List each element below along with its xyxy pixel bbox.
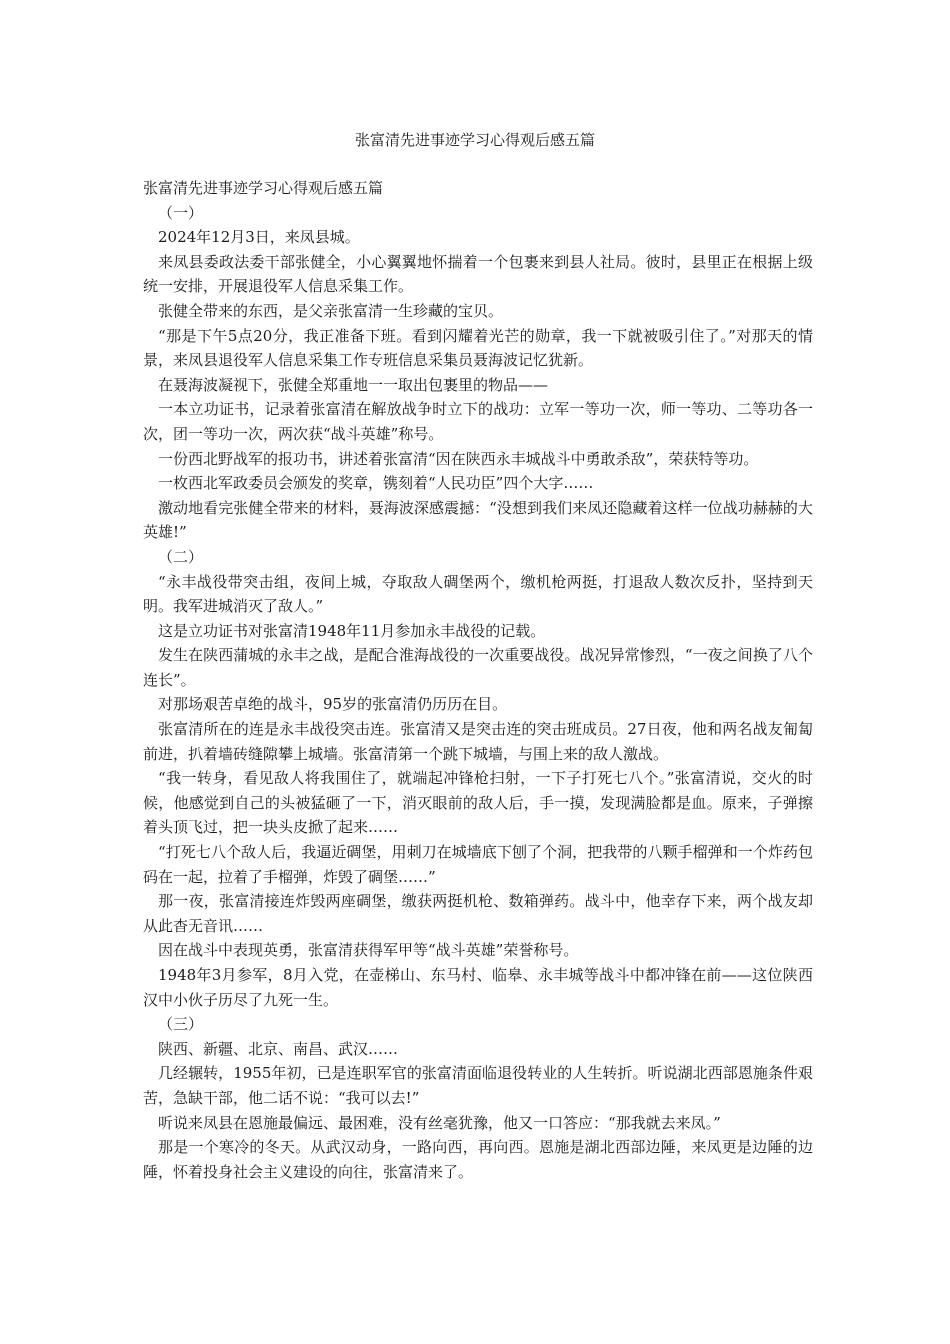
paragraph: 对那场艰苦卓绝的战斗，95岁的张富清仍历历在目。 bbox=[158, 695, 508, 714]
paragraph: 那一夜，张富清接连炸毁两座碉堡，缴获两挺机枪、数箱弹药。战斗中，他幸存下来，两个战友却从此杳无音讯…… bbox=[143, 892, 813, 935]
paragraph: 一本立功证书，记录着张富清在解放战争时立下的战功：立军一等功一次，师一等功、二等功各一次，团一等功一次，两次获“战斗英雄”称号。 bbox=[143, 400, 813, 443]
paragraph: 张富清所在的连是永丰战役突击连。张富清又是突击连的突击班成员。27日夜，他和两名战友匍匐前进，扒着墙砖缝隙攀上城墙。张富清第一个跳下城墙，与围上来的敌人激战。 bbox=[143, 720, 813, 763]
paragraph: 来凤县委政法委干部张健全，小心翼翼地怀揣着一个包裹来到县人社局。彼时，县里正在根据上级统一安排，开展退役军人信息采集工作。 bbox=[143, 252, 813, 296]
section-heading-1: （一） bbox=[158, 203, 204, 222]
paragraph: 张健全带来的东西，是父亲张富清一生珍藏的宝贝。 bbox=[158, 301, 504, 320]
document-body bbox=[143, 176, 813, 1184]
paragraph: 听说来凤县在恩施最偏远、最困难，没有丝毫犹豫，他又一口答应：“那我就去来凤。” bbox=[158, 1113, 721, 1132]
paragraph: 几经辗转，1955年初，已是连职军官的张富清面临退役转业的人生转折。听说湖北西部恩施条件艰苦，急缺干部，他二话不说：“我可以去!” bbox=[143, 1064, 813, 1107]
paragraph: 一份西北野战军的报功书，讲述着张富清“因在陕西永丰城战斗中勇敢杀敌”，荣获特等功。 bbox=[158, 449, 759, 468]
paragraph: 那是一个寒冷的冬天。从武汉动身，一路向西，再向西。恩施是湖北西部边陲，来凤更是边陲的边陲，怀着投身社会主义建设的向往，张富清来了。 bbox=[143, 1138, 813, 1181]
paragraph: 这是立功证书对张富清1948年11月参加永丰战役的记载。 bbox=[158, 621, 546, 640]
document-subtitle: 张富清先进事迹学习心得观后感五篇 bbox=[143, 179, 384, 197]
section-heading-2: （二） bbox=[158, 547, 204, 566]
paragraph: 因在战斗中表现英勇，张富清获得军甲等“战斗英雄”荣誉称号。 bbox=[158, 941, 579, 960]
paragraph: 在聂海波凝视下，张健全郑重地一一取出包裹里的物品—— bbox=[158, 375, 549, 394]
paragraph: 1948年3月参军，8月入党，在壶梯山、东马村、临皋、永丰城等战斗中都冲锋在前——这位陕西汉中小伙子历尽了九死一生。 bbox=[143, 966, 813, 1009]
paragraph: 陕西、新疆、北京、南昌、武汉…… bbox=[158, 1039, 399, 1058]
paragraph: 发生在陕西蒲城的永丰之战，是配合淮海战役的一次重要战役。战况异常惨烈，“一夜之间换了八个连长”。 bbox=[143, 646, 813, 689]
paragraph: “永丰战役带突击组，夜间上城，夺取敌人碉堡两个，缴机枪两挺，打退敌人数次反扑，坚持到天明。我军进城消灭了敌人。” bbox=[143, 572, 813, 616]
paragraph: 激动地看完张健全带来的材料，聂海波深感震撼：“没想到我们来凤还隐藏着这样一位战功赫赫的大英雄!” bbox=[143, 498, 813, 542]
paragraph: “那是下午5点20分，我正准备下班。看到闪耀着光芒的勋章，我一下就被吸引住了。”对那天的情景，来凤县退役军人信息采集工作专班信息采集员聂海波记忆犹新。 bbox=[143, 326, 813, 370]
section-heading-3: （三） bbox=[158, 1015, 204, 1034]
paragraph: “我一转身，看见敌人将我围住了，就端起冲锋枪扫射，一下子打死七八个。”张富清说，交火的时候，他感觉到自己的头被猛砸了一下，消灭眼前的敌人后，手一摸，发现满脸都是血。原来，子弹擦着头顶飞过，把一块头皮掀了起来…… bbox=[143, 769, 813, 837]
paragraph: 2024年12月3日，来凤县城。 bbox=[158, 228, 360, 247]
paragraph: 一枚西北军政委员会颁发的奖章，镌刻着“人民功臣”四个大字…… bbox=[158, 474, 594, 493]
document-title: 张富清先进事迹学习心得观后感五篇 bbox=[354, 131, 595, 149]
paragraph: “打死七八个敌人后，我逼近碉堡，用刺刀在城墙底下刨了个洞，把我带的八颗手榴弹和一个炸药包码在一起，拉着了手榴弹，炸毁了碉堡……” bbox=[143, 843, 813, 886]
